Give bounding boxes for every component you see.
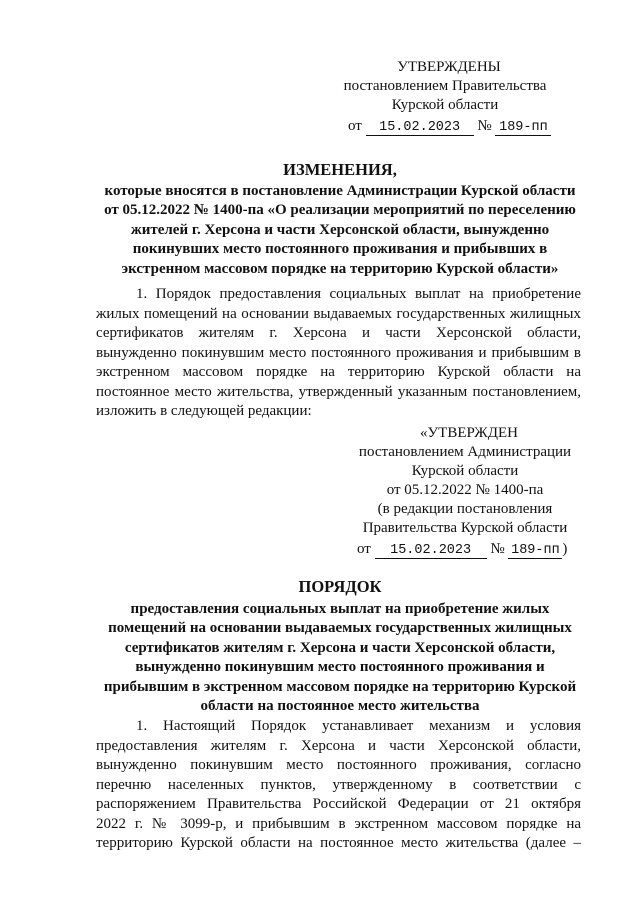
approval-line-1: постановлением Правительства [343,78,547,94]
paragraph-line: 1. Порядок предоставления социальных выплат на приобретение [136,286,581,302]
changes-heading [90,160,590,279]
approved2-date-line [345,540,585,559]
approved2-title: «УТВЕРЖДЕН [420,425,518,441]
approved2-number: 189-пп [508,544,562,559]
approval-line-2: Курской области [391,97,499,113]
section-line: предоставления жителям г. Херсона и части Херсонской области, [96,737,581,754]
changes-line: покинувших место постоянного проживания и прибывших в [132,241,548,257]
section-line: территорию Курской области на постоянное место жительства (далее – [96,835,581,851]
section-line: распоряжением Правительства Российской Федерации от 21 октября [96,796,581,812]
approval-from-label: от [348,118,362,134]
approval-number-label: № [477,118,492,134]
approved2-line: Курской области [411,463,519,479]
approval-date-line [330,117,560,136]
section-1 [96,717,581,854]
paragraph-line: вынужденно покинувшим место постоянного проживания и прибывшим в [96,344,581,361]
approval-date: 15.02.2023 [366,121,474,136]
approval-block [330,58,560,136]
paragraph-line: сертификатов жителям г. Херсона и части Херсонской области, [96,325,581,341]
approved2-line: от 05.12.2022 № 1400-па [386,482,544,498]
approval-number: 189-пп [495,121,551,136]
approved2-line: Правительства Курской области [362,520,568,536]
section-line: 1. Настоящий Порядок устанавливает механизм и условия [136,718,581,734]
order-line: предоставления социальных выплат на приобретение жилых [130,600,550,617]
order-heading [90,577,590,717]
order-title: ПОРЯДОК [298,577,382,596]
order-line: прибывшим в экстренном массовом порядке на территорию Курской [103,678,577,695]
approved2-date: 15.02.2023 [375,544,487,559]
approval-title: УТВЕРЖДЕНЫ [397,59,501,75]
approved2-line: постановлением Администрации [358,444,572,460]
section-line: 2022 г. № 3099-р, и прибывшим в экстренном массовом порядке на [96,815,581,832]
approved2-number-label: № [490,541,505,557]
paragraph-line: постоянное место жительства, утвержденный указанным постановлением, [96,383,581,400]
approved-edition-block [345,424,585,559]
changes-line: экстренном массовом порядке на территорию Курской области» [121,260,559,277]
paragraph-line: экстренном массовом порядке на территорию Курской области на [96,364,581,380]
paragraph-line: жилых помещений на основании выдаваемых государственных жилищных [96,305,581,322]
approved2-line: (в редакции постановления [377,501,553,517]
paragraph-line: изложить в следующей редакции: [96,403,312,419]
paragraph-1 [96,285,581,422]
order-line: помещений на основании выдаваемых государственных жилищных [108,620,572,636]
section-line: вынужденно покинувшим место постоянного проживания, согласно [96,757,581,773]
changes-line: которые вносятся в постановление Администрации Курской области [104,182,576,199]
changes-line: от 05.12.2022 № 1400-па «О реализации мероприятий по переселению [104,202,576,218]
changes-title: ИЗМЕНЕНИЯ, [283,160,397,179]
approved2-from-label: от [357,541,371,557]
changes-line: жителей г. Херсона и части Херсонской области, вынужденно [130,221,550,238]
approved2-close: ) [562,541,568,557]
order-line: сертификатов жителям г. Херсона и части Херсонской области, [124,639,556,656]
order-line: вынужденно покинувшим место постоянного проживания и [135,659,545,675]
section-line: перечню населенных пунктов, утвержденному в соответствии с [96,776,581,793]
order-line: области на постоянное место жительства [200,698,480,714]
